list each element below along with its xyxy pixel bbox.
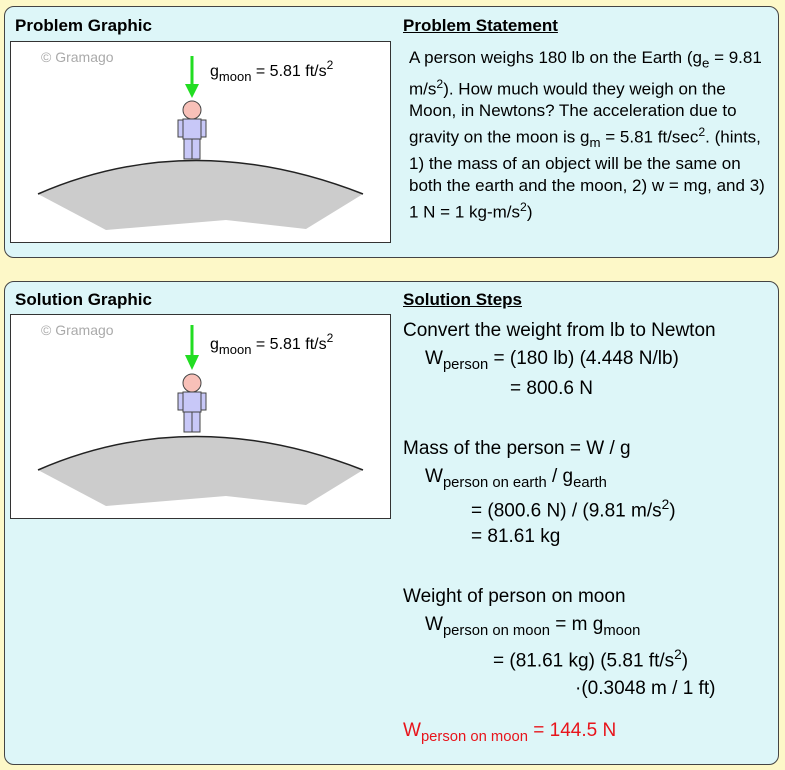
moon-surface [38,437,363,507]
step-mass-heading: Mass of the person = W / g [403,438,631,459]
final-answer: $W_{person on moon} = 144.5$ N [403,720,617,745]
step-convert-heading: Convert the weight from lb to Newton [403,320,716,341]
step-unit-conversion: ·(0.3048 m / 1 ft) [575,678,716,699]
person-figure [178,101,206,159]
solution-graphic-title: Solution Graphic [15,290,152,309]
problem-graphic [10,41,391,243]
gravity-arrow-head [185,355,199,370]
problem-statement-title: Problem Statement [403,16,558,35]
gravity-arrow-head [185,84,199,98]
gravity-label: $g_{moon} = 5.81$ $ft/s^2$ [210,58,334,84]
copyright-text: © Gramago [41,322,114,338]
step-weight-equation: $W_{person} = (180$ lb) (4.448 N/lb) [425,348,679,373]
solution-panel [4,281,779,765]
step-moon-weight-substitution: = (81.61 kg) (5.81 $ft/s^2$) [493,647,689,672]
moon-scene-solution [11,315,392,520]
copyright-text: © Gramago [41,49,114,65]
solution-graphic [10,314,391,519]
step-moon-weight-heading: Weight of person on moon [403,586,626,607]
moon-scene [11,42,392,244]
person-figure [178,374,206,432]
problem-panel [4,6,779,258]
solution-steps-title: Solution Steps [403,290,522,309]
problem-graphic-title: Problem Graphic [15,16,152,35]
problem-statement-text: A person weighs 180 lb on the Earth ($g_e = 9.81$ $m/s^2$). How much would they weigh on the Moon, in Newtons? The acceleration due to gravity on the moon is $g_m = 5.81$ $ft/\sec^2$. (hints, 1) the mass of an object will be the same on both the earth and the moon, 2) w = mg, and 3) 1 N = 1 $kg-m/s^2$) [409,48,765,222]
step-moon-weight-equation: $W_{person on moon} = m$ $g_{moon}$ [425,614,641,639]
gravity-label: $g_{moon} = 5.81$ $ft/s^2$ [210,331,334,357]
moon-surface [38,161,363,231]
step-mass-equation: $W_{person on earth} / g_{earth}$ [425,466,607,491]
step-mass-substitution: = (800.6 N) / (9.81 $m/s^2$) [471,497,676,522]
step-mass-result: = 81.61 kg [471,526,561,547]
step-weight-result: = 800.6 N [510,378,593,399]
